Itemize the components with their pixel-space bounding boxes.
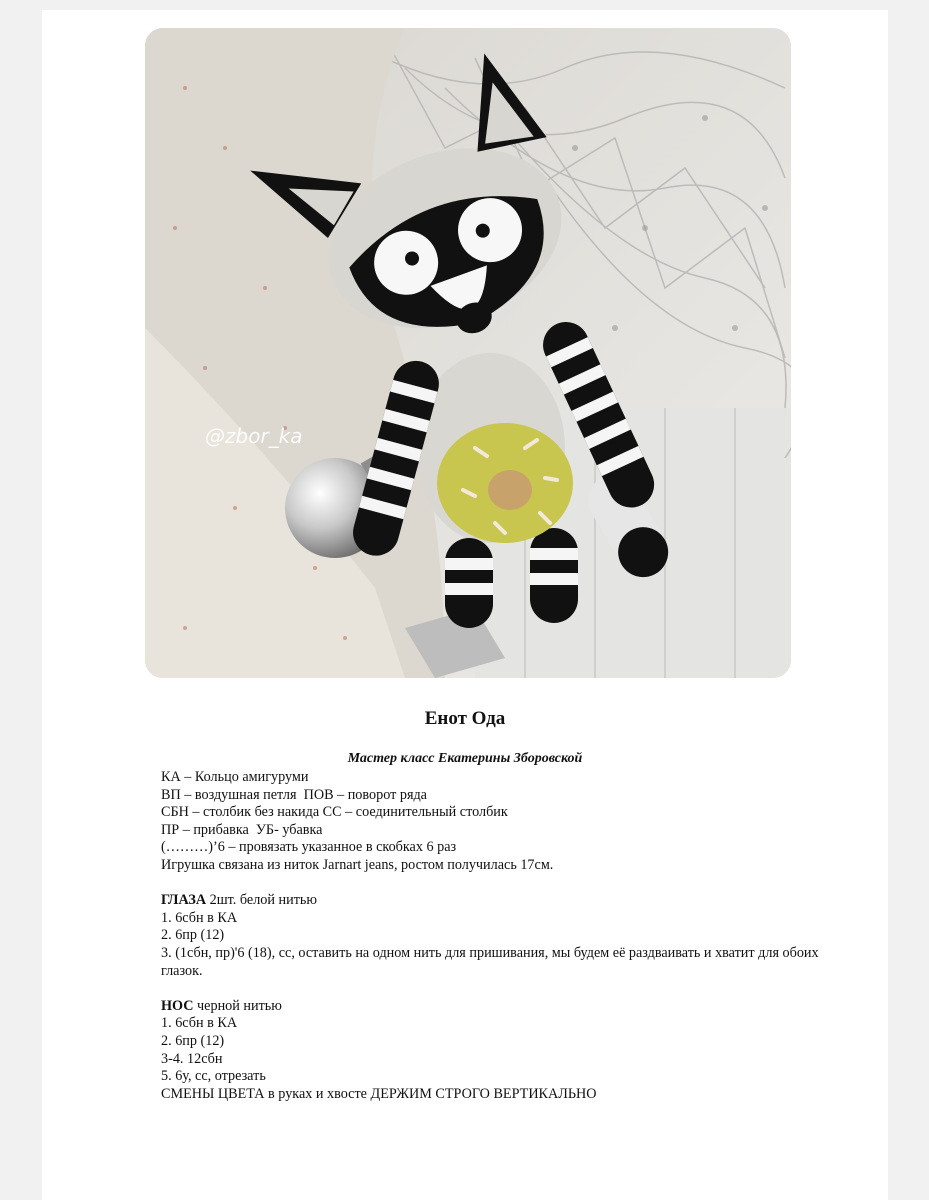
eyes-section-header (161, 892, 861, 910)
document-page (42, 10, 888, 1200)
pattern-text (161, 769, 861, 1103)
document-title: Енот Ода (424, 708, 506, 729)
document-subtitle: Мастер класс Екатерины Зборовской (347, 751, 583, 766)
nose-section-header (161, 998, 861, 1016)
abbreviation-line: ПР – прибавка УБ- убавка (161, 821, 323, 838)
raccoon-toy-image (145, 28, 791, 678)
nose-row: 5. 6у, сс, отрезать (161, 1068, 266, 1085)
abbreviation-line: (………)’6 – провязать указанное в скобках 6 раз (161, 839, 457, 856)
nose-row: 2. 6пр (12) (161, 1032, 225, 1049)
eyes-note: 2шт. белой нитью (206, 892, 317, 909)
watermark-text: @zbor_ka (205, 424, 303, 448)
nose-row: 1. 6сбн в КА (161, 1015, 238, 1032)
abbreviation-line: КА – Кольцо амигуруми (161, 769, 309, 785)
color-change-note: СМЕНЫ ЦВЕТА в руках и хвосте ДЕРЖИМ СТРОГО ВЕРТИКАЛЬНО (161, 1085, 597, 1102)
eyes-row: 3. (1сбн, пр)'6 (18), сс, оставить на одном нить для пришивания, мы будем её раздваивать и хватит для обоих глазок. (161, 944, 819, 979)
nose-row: 3-4. 12сбн (161, 1050, 223, 1067)
yarn-info-line: Игрушка связана из ниток Jarnart jeans, ростом получилась 17см. (161, 856, 554, 873)
abbreviation-line: ВП – воздушная петля ПОВ – поворот ряда (161, 786, 427, 803)
abbreviation-line: СБН – столбик без накида СС – соединительный столбик (161, 804, 508, 821)
raccoon-photo (145, 28, 791, 678)
nose-heading: НОС (161, 997, 194, 1014)
eyes-row: 1. 6сбн в КА (161, 909, 238, 926)
eyes-heading: ГЛАЗА (161, 892, 207, 909)
eyes-row: 2. 6пр (12) (161, 927, 225, 944)
nose-note: черной нитью (193, 997, 282, 1014)
